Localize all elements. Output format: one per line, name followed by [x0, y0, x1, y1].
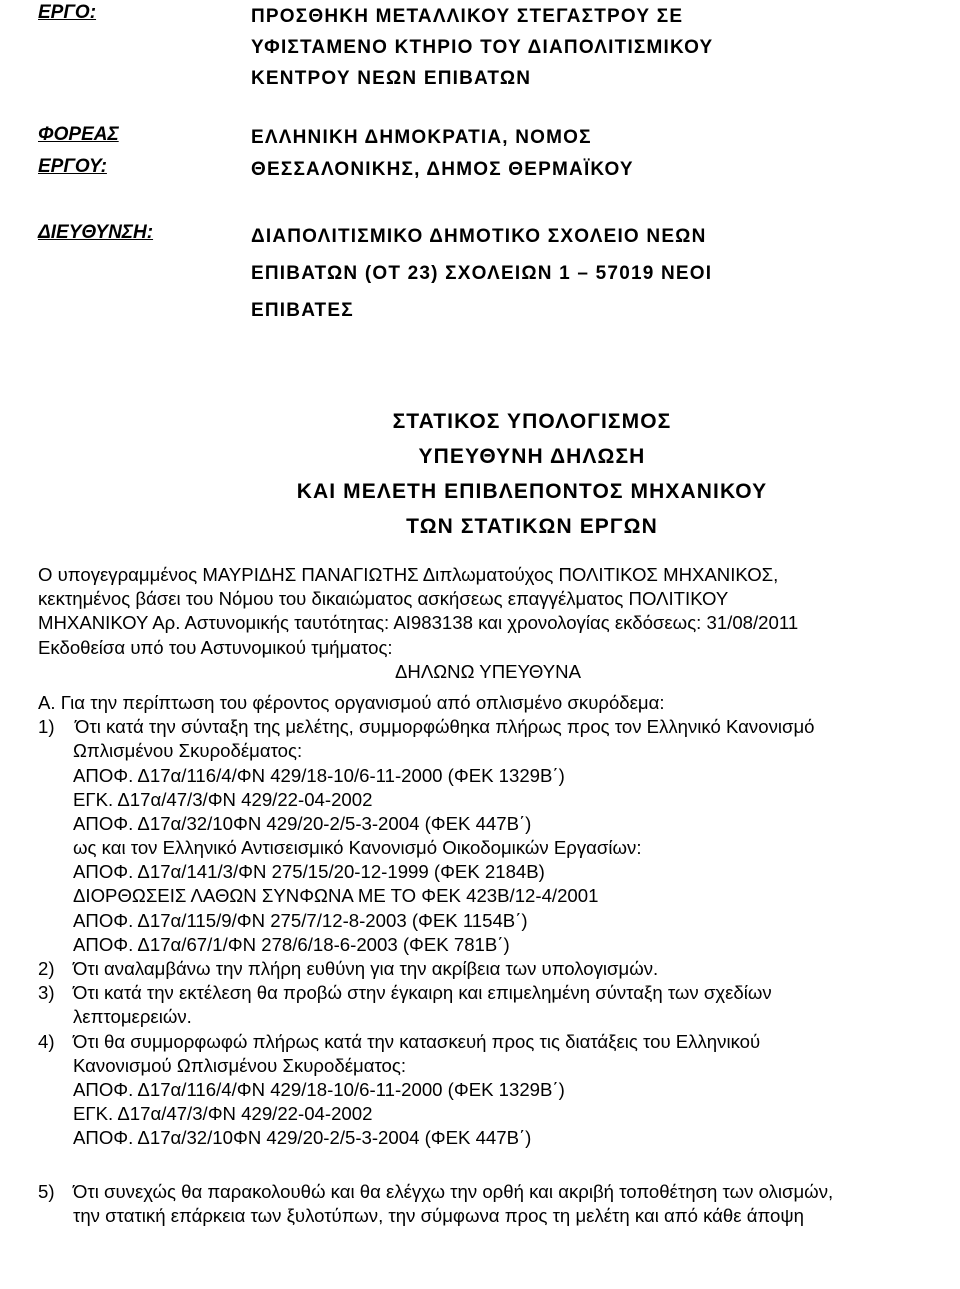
project-line: ΥΦΙΣΤΑΜΕΝΟ ΚΤΗΡΙΟ ΤΟΥ ΔΙΑΠΟΛΙΤΙΣΜΙΚΟΥ [251, 37, 714, 58]
project-line: ΠΡΟΣΘΗΚΗ ΜΕΤΑΛΛΙΚΟΥ ΣΤΕΓΑΣΤΡΟΥ ΣΕ [251, 6, 684, 27]
list-item-3 [38, 981, 960, 1029]
declaration-heading: ΔΗΛΩΝΩ ΥΠΕΥΘΥΝΑ [394, 660, 581, 682]
owner-line: ΕΛΛΗΝΙΚΗ ΔΗΜΟΚΡΑΤΙΑ, ΝΟΜΟΣ [251, 127, 592, 148]
title-line: ΣΤΑΤΙΚΟΣ ΥΠΟΛΟΓΙΣΜΟΣ [392, 410, 672, 433]
list-line: ΑΠΟΦ. Δ17α/141/3/ΦΝ 275/15/20-12-1999 (ΦΕΚ 2184Β) [73, 861, 545, 883]
list-line: ΑΠΟΦ. Δ17α/67/1/ΦΝ 278/6/18-6-2003 (ΦΕΚ 781Β΄) [73, 933, 510, 955]
list-line: Ότι αναλαμβάνω την πλήρη ευθύνη για την ακρίβεια των υπολογισμών. [73, 958, 659, 979]
list-number: 1) [38, 716, 55, 738]
list-line-text: Ότι κατά την σύνταξη της μελέτης, συμμορφώθηκα πλήρως προς τον Ελληνικό Κανονισμό [75, 716, 815, 738]
owner-label [38, 119, 119, 183]
document-title [52, 404, 960, 544]
list-line: ΔΙΟΡΘΩΣΕΙΣ ΛΑΘΩΝ ΣΥΝΦΩΝΑ ΜΕ ΤΟ ΦΕΚ 423Β/12-4/2001 [73, 885, 599, 907]
intro-line: Εκδοθείσα υπό του Αστυνομικού τμήματος: [38, 636, 393, 658]
list-line: ΕΓΚ. Δ17α/47/3/ΦΝ 429/22-04-2002 [73, 1103, 373, 1125]
project-line: ΚΕΝΤΡΟΥ ΝΕΩΝ ΕΠΙΒΑΤΩΝ [251, 68, 532, 89]
address-label: ΔΙΕΥΘΥΝΣΗ: [38, 222, 154, 243]
address-line: ΔΙΑΠΟΛΙΤΙΣΜΙΚΟ ΔΗΜΟΤΙΚΟ ΣΧΟΛΕΙΟ ΝΕΩΝ [251, 226, 707, 247]
address-line: ΕΠΙΒΑΤΩΝ (ΟΤ 23) ΣΧΟΛΕΙΩΝ 1 – 57019 ΝΕΟΙ [251, 263, 713, 284]
list-line: ΑΠΟΦ. Δ17α/32/10ΦΝ 429/20-2/5-3-2004 (ΦΕΚ 447Β΄) [73, 812, 532, 834]
document-body [38, 563, 960, 1228]
title-line: ΚΑΙ ΜΕΛΕΤΗ ΕΠΙΒΛΕΠΟΝΤΟΣ ΜΗΧΑΝΙΚΟΥ [296, 480, 768, 503]
list-line: Ότι κατά την εκτέλεση θα προβώ στην έγκαιρη και επιμελημένη σύνταξη των σχεδίων [73, 982, 772, 1004]
owner-value [251, 122, 634, 186]
intro-line: Ο υπογεγραμμένος ΜΑΥΡΙΔΗΣ ΠΑΝΑΓΙΩΤΗΣ Διπλωματούχος ΠΟΛΙΤΙΚΟΣ ΜΗΧΑΝΙΚΟΣ, [38, 564, 779, 585]
list-line: την στατική επάρκεια των ξυλοτύπων, την σύμφωνα προς τη μελέτη και από κάθε άποψη [73, 1204, 804, 1226]
list-line: ΑΠΟΦ. Δ17α/116/4/ΦΝ 429/18-10/6-11-2000 (ΦΕΚ 1329Β΄) [73, 764, 565, 786]
list-line: ΑΠΟΦ. Δ17α/32/10ΦΝ 429/20-2/5-3-2004 (ΦΕΚ 447Β΄) [73, 1127, 532, 1149]
list-line: ως και τον Ελληνικό Αντισεισμικό Κανονισμό Οικοδομικών Εργασίων: [73, 837, 642, 859]
intro-line: ΜΗΧΑΝΙΚΟΥ Αρ. Αστυνομικής ταυτότητας: ΑΙ983138 και χρονολογίας εκδόσεως: 31/08/2011 [38, 612, 799, 634]
list-line [40, 715, 960, 739]
list-number: 5) [38, 1180, 55, 1202]
list-number: 3) [38, 982, 55, 1004]
address-value [251, 218, 712, 329]
list-number: 2) [38, 958, 55, 979]
list-line: Ότι συνεχώς θα παρακολουθώ και θα ελέγχω την ορθή και ακριβή τοποθέτηση των ολισμών, [73, 1180, 834, 1202]
project-label: ΕΡΓΟ: [38, 2, 97, 23]
section-a-heading: Α. Για την περίπτωση του φέροντος οργανισμού από οπλισμένο σκυρόδεμα: [38, 691, 665, 713]
title-line: ΤΩΝ ΣΤΑΤΙΚΩΝ ΕΡΓΩΝ [406, 515, 658, 538]
project-value [251, 1, 713, 94]
owner-line: ΘΕΣΣΑΛΟΝΙΚΗΣ, ΔΗΜΟΣ ΘΕΡΜΑΪΚΟΥ [251, 159, 634, 180]
list-line: λεπτομερειών. [73, 1006, 192, 1028]
list-item-4 [38, 1030, 960, 1151]
owner-label-line: ΦΟΡΕΑΣ [38, 124, 119, 145]
address-line: ΕΠΙΒΑΤΕΣ [251, 300, 354, 321]
list-line: Κανονισμού Ωπλισμένου Σκυροδέματος: [73, 1054, 406, 1076]
list-number: 4) [38, 1030, 55, 1052]
list-line: ΑΠΟΦ. Δ17α/116/4/ΦΝ 429/18-10/6-11-2000 (ΦΕΚ 1329Β΄) [73, 1078, 565, 1100]
list-line: Ωπλισμένου Σκυροδέματος: [73, 740, 303, 762]
list-item-5 [38, 1180, 960, 1228]
list-line: ΑΠΟΦ. Δ17α/115/9/ΦΝ 275/7/12-8-2003 (ΦΕΚ 1154Β΄) [73, 909, 528, 931]
list-item-1 [38, 715, 960, 739]
list-item-2 [38, 957, 960, 981]
list-line: Ότι θα συμμορφωφώ πλήρως κατά την κατασκευή προς τις διατάξεις του Ελληνικού [73, 1030, 761, 1052]
title-line: ΥΠΕΥΘΥΝΗ ΔΗΛΩΣΗ [418, 445, 646, 468]
intro-line: κεκτημένος βάσει του Νόμου του δικαιώματος ασκήσεως επαγγέλματος ΠΟΛΙΤΙΚΟΥ [38, 588, 729, 610]
owner-label-line: ΕΡΓΟΥ: [38, 156, 107, 177]
list-line: ΕΓΚ. Δ17α/47/3/ΦΝ 429/22-04-2002 [73, 788, 373, 810]
